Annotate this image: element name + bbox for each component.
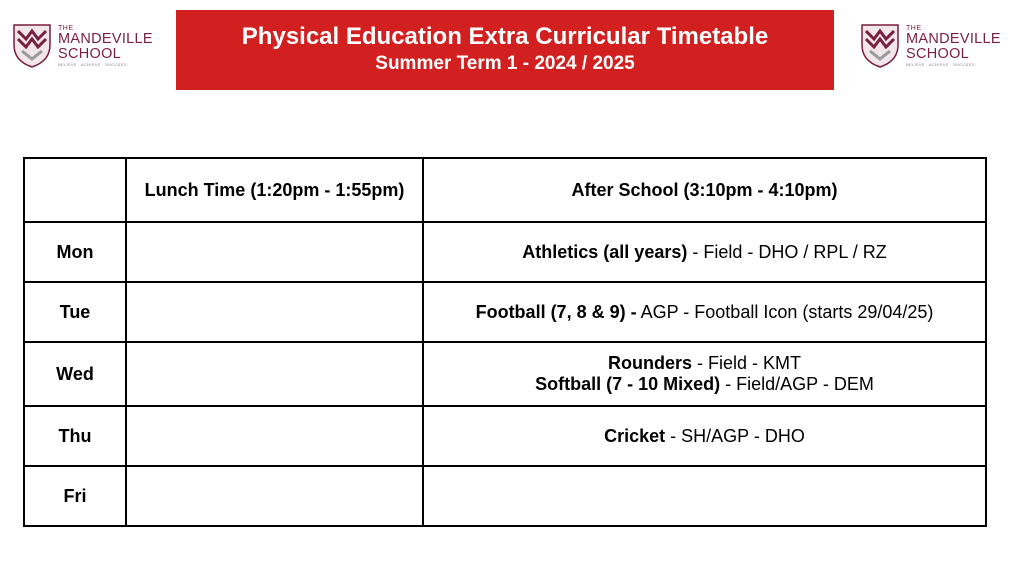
activity-details: AGP - Football Icon (starts 29/04/25) bbox=[636, 301, 934, 322]
logo-tagline: BELIEVE · ACHIEVE · SUCCEED bbox=[906, 62, 975, 67]
activity-name: Cricket bbox=[604, 425, 666, 446]
timetable bbox=[23, 157, 987, 527]
activity-name: Football (7, 8 & 9) - bbox=[475, 301, 637, 322]
school-logo-left bbox=[12, 18, 154, 74]
activity-name: Rounders bbox=[607, 353, 692, 373]
page-subtitle: Summer Term 1 - 2024 / 2025 bbox=[375, 53, 635, 74]
table-row bbox=[24, 466, 986, 526]
day-cell: Thu bbox=[24, 406, 126, 466]
day-cell: Mon bbox=[24, 222, 126, 282]
activity-line bbox=[430, 353, 979, 374]
after-school-cell bbox=[423, 466, 986, 526]
activity-details: - Field - DHO / RPL / RZ bbox=[687, 241, 887, 262]
after-school-cell bbox=[423, 406, 986, 466]
table-row bbox=[24, 406, 986, 466]
logo-tagline: BELIEVE · ACHIEVE · SUCCEED bbox=[58, 62, 127, 67]
lunch-cell bbox=[126, 282, 423, 342]
school-logo-right bbox=[860, 18, 1002, 74]
day-cell: Tue bbox=[24, 282, 126, 342]
activity-name: Athletics (all years) bbox=[522, 241, 688, 262]
lunch-time-header: Lunch Time (1:20pm - 1:55pm) bbox=[126, 158, 423, 222]
activity-details: - SH/AGP - DHO bbox=[665, 425, 805, 446]
activity-details: - Field - KMT bbox=[692, 353, 802, 373]
school-crest-icon bbox=[12, 23, 52, 69]
after-school-cell bbox=[423, 222, 986, 282]
logo-name-text: MANDEVILLE bbox=[58, 31, 153, 47]
logo-the-text: THE bbox=[906, 25, 922, 32]
logo-school-text: SCHOOL bbox=[906, 45, 970, 62]
after-school-cell bbox=[423, 282, 986, 342]
table-row bbox=[24, 222, 986, 282]
table-row bbox=[24, 282, 986, 342]
activity-details: - Field/AGP - DEM bbox=[720, 374, 874, 394]
logo-school-text: SCHOOL bbox=[58, 45, 122, 62]
logo-name-text: MANDEVILLE bbox=[906, 31, 1001, 47]
lunch-cell bbox=[126, 406, 423, 466]
corner-cell bbox=[24, 158, 126, 222]
activity-line bbox=[430, 302, 979, 323]
title-banner bbox=[176, 10, 834, 90]
school-crest-icon bbox=[860, 23, 900, 69]
day-cell: Wed bbox=[24, 342, 126, 406]
page-title: Physical Education Extra Curricular Timetable bbox=[241, 23, 769, 50]
after-school-header: After School (3:10pm - 4:10pm) bbox=[423, 158, 986, 222]
lunch-cell bbox=[126, 222, 423, 282]
activity-line bbox=[430, 242, 979, 263]
table-header-row bbox=[24, 158, 986, 222]
activity-line bbox=[430, 426, 979, 447]
after-school-cell bbox=[423, 342, 986, 406]
day-cell: Fri bbox=[24, 466, 126, 526]
lunch-cell bbox=[126, 342, 423, 406]
activity-line bbox=[430, 374, 979, 395]
lunch-cell bbox=[126, 466, 423, 526]
activity-name: Softball (7 - 10 Mixed) bbox=[535, 374, 721, 394]
table-row bbox=[24, 342, 986, 406]
logo-the-text: THE bbox=[58, 25, 74, 32]
